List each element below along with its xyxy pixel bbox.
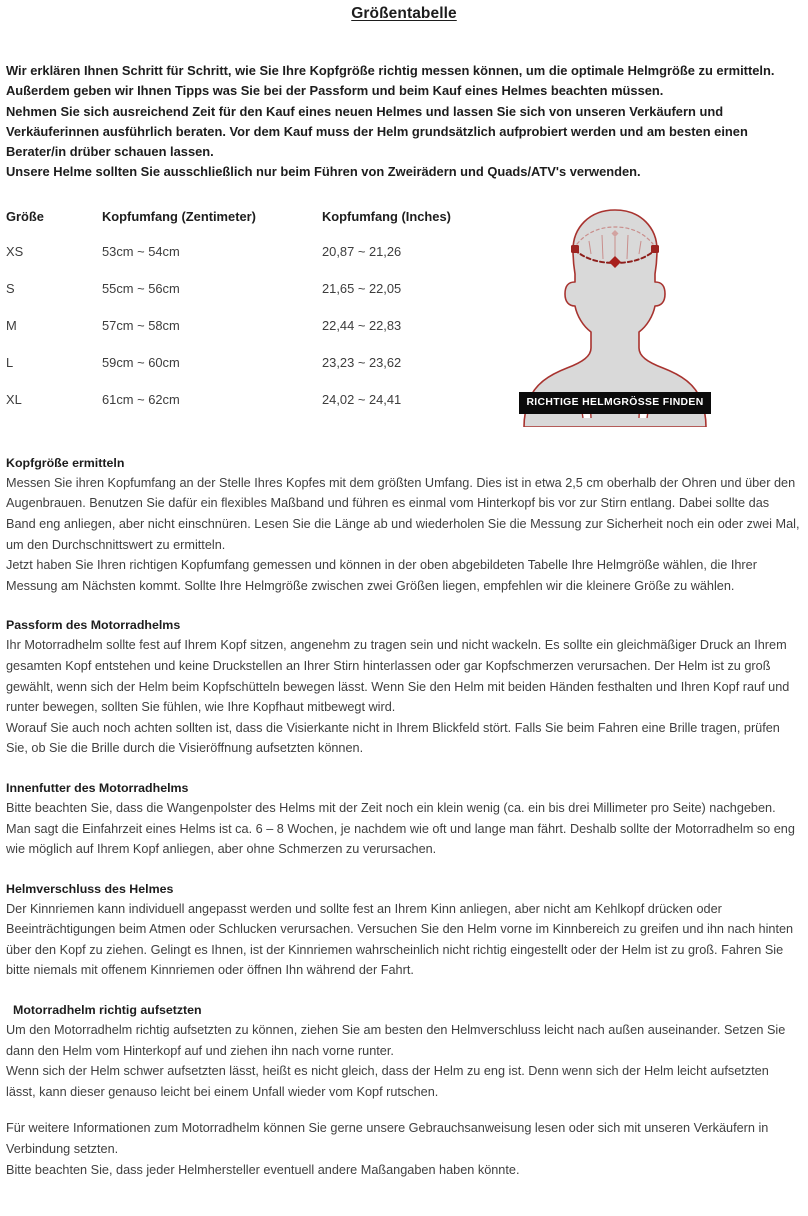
intro-block [0,23,808,183]
size-table [6,209,506,429]
intro-line: Wir erklären Ihnen Schritt für Schritt, wie Sie Ihre Kopfgröße richtig messen können, um die optimale Helmgröße zu ermitteln. [6,63,775,78]
paragraph: Bitte beachten Sie, dass jeder Helmhersteller eventuell andere Maßangaben haben könnte. [6,1162,520,1177]
table-row [6,244,506,281]
section-passform [6,616,800,759]
intro-line: Nehmen Sie sich ausreichend Zeit für den Kauf eines neuen Helmes und lassen Sie sich von unseren Verkäufern und Verkäuferinnen ausführlich beraten. Vor dem Kauf muss der Helm grundsätzlich aufprobiert werden und am besten einen Berater/in drüber schauen lassen. [6,103,748,160]
cell-size: XS [6,243,24,259]
section-kopfgroesse-ermitteln [6,454,800,597]
column-header-cm: Kopfumfang (Zentimeter) [102,208,256,224]
section-heading: Innenfutter des Motorradhelms [6,780,189,795]
table-row [6,392,506,429]
paragraph: Ihr Motorradhelm sollte fest auf Ihrem Kopf sitzen, angenehm zu tragen sein und nicht wackeln. Es sollte ein gleichmäßiger Druck an Ihrem gesamten Kopf entstehen und keine Druckstellen an Ihrer Stirn hinterlassen oder gar Kopfschmerzen verursachen. Der Helm ist zu groß gewählt, wenn sich der Helm beim Kopfschütteln bewegen lässt. Wenn Sie den Helm mit beiden Händen festhalten und Ihren Kopf rauf und runter bewegen, sollten Sie fühlen, wie Ihre Kopfhaut mitbewegt wird. [6,638,790,715]
spacer [6,860,800,880]
paragraph: Für weitere Informationen zum Motorradhelm können Sie gerne unsere Gebrauchsanweisung lesen oder sich mit unseren Verkäufern in Verbindung setzten. [6,1121,769,1157]
section-heading: Helmverschluss des Helmes [6,881,174,896]
column-header-size: Größe [6,208,44,224]
section-helmverschluss [6,880,800,981]
cell-size: M [6,317,17,333]
spacer [6,1102,800,1118]
spacer [6,759,800,779]
spacer [6,596,800,616]
cell-inch: 24,02 ~ 24,41 [322,391,402,407]
cell-cm: 61cm ~ 62cm [102,391,180,407]
section-innenfutter [6,779,800,860]
column-header-inches: Kopfumfang (Inches) [322,208,451,224]
footer-note [6,1118,800,1180]
table-row [6,281,506,318]
paragraph: Um den Motorradhelm richtig aufsetzten zu können, ziehen Sie am besten den Helmverschluss leicht nach außen auseinander. Setzen Sie dann den Helm vom Hinterkopf auf und ziehen ihn nach vorne runter. [6,1023,786,1058]
paragraph: Der Kinnriemen kann individuell angepasst werden und sollte fest an Ihrem Kinn anliegen, aber nicht am Kehlkopf drücken oder Beeinträchtigungen beim Atmen oder Schlucken verursachen. Versuchen Sie den Helm vorne im Kinnbereich zu greifen und ihn nach hinten über den Kopf zu ziehen. Gelingt es Ihnen, ist der Kinnriemen wahrscheinlich nicht richtig eingestellt oder der Helm ist zu groß. Fahren Sie bitte niemals mit offenem Kinnriemen oder öffnen Ihn während der Fahrt. [6,901,794,978]
section-richtig-aufsetzten [6,1001,800,1102]
table-row [6,318,506,355]
cell-inch: 23,23 ~ 23,62 [322,354,402,370]
cell-size: L [6,354,14,370]
cell-size: XL [6,391,22,407]
cell-inch: 22,44 ~ 22,83 [322,317,402,333]
cell-inch: 20,87 ~ 21,26 [322,243,402,259]
intro-line: Unsere Helme sollten Sie ausschließlich nur beim Führen von Zweirädern und Quads/ATV's verwenden. [6,164,641,180]
cell-inch: 21,65 ~ 22,05 [322,280,402,296]
section-heading: Kopfgröße ermitteln [6,455,125,470]
page-title: Größentabelle [351,5,457,22]
cell-cm: 53cm ~ 54cm [102,243,180,259]
paragraph: Worauf Sie auch noch achten sollten ist, dass die Visierkante nicht in Ihrem Blickfeld stört. Falls Sie beim Fahren eine Brille tragen, prüfen Sie, ob Sie die Brille durch die Visieröffnung aufsetzten können. [6,720,780,756]
table-header-row [6,209,506,244]
head-measurement-illustration [505,202,725,427]
cell-size: S [6,280,15,296]
paragraph: Messen Sie ihren Kopfumfang an der Stelle Ihres Kopfes mit dem größten Umfang. Dies ist in etwa 2,5 cm oberhalb der Ohren und über den Augenbrauen. Benutzen Sie dafür ein flexibles Maßband und führen es einmal vom Hinterkopf bis vor zur Stirn entlang. Dabei sollte das Band eng anliegen, aber nicht einschnüren. Lesen Sie die Länge ab und wiederholen Sie die Messung zur Sicherheit noch ein oder zwei Mal, um den Durchschnittswert zu ermitteln. [6,475,800,552]
section-body [6,1020,800,1102]
section-body [6,899,800,981]
table-row [6,355,506,392]
section-heading: Passform des Motorradhelms [6,618,181,633]
content-sections [0,454,808,1180]
paragraph: Wenn sich der Helm schwer aufsetzten lässt, heißt es nicht gleich, dass der Helm zu eng ist. Denn wenn sich der Helm leicht aufsetzten lässt, kann dieser genauso leicht bei einem Unfall wieder vom Kopf rutschen. [6,1064,769,1099]
paragraph: Jetzt haben Sie Ihren richtigen Kopfumfang gemessen und können in der oben abgebildeten Tabelle Ihre Helmgröße wählen, die Ihrer Messung am Nächsten kommt. Sollte Ihre Helmgröße zwischen zwei Größen liegen, empfehlen wir die kleinere Größe zu wählen. [6,558,757,593]
section-body [6,473,800,597]
section-body [6,798,800,860]
spacer [6,981,800,1001]
cell-cm: 55cm ~ 56cm [102,280,180,296]
figure-caption-banner: RICHTIGE HELMGRÖSSE FINDEN [519,392,711,414]
section-body [6,635,800,759]
cell-cm: 57cm ~ 58cm [102,317,180,333]
section-heading: Motorradhelm richtig aufsetzten [13,1003,202,1018]
cell-cm: 59cm ~ 60cm [102,354,180,370]
intro-line: Außerdem geben wir Ihnen Tipps was Sie bei der Passform und beim Kauf eines Helmes beachten müssen. [6,83,664,99]
size-table-zone [0,209,808,454]
paragraph: Bitte beachten Sie, dass die Wangenpolster des Helms mit der Zeit noch ein klein wenig (ca. ein bis drei Millimeter pro Seite) nachgeben. Man sagt die Einfahrzeit eines Helms ist ca. 6 – 8 Wochen, je nachdem wie oft und lange man fährt. Deshalb sollte der Motorradhelm so eng wie möglich auf Ihrem Kopf anliegen, aber ohne Schmerzen zu verursachen. [6,800,795,857]
